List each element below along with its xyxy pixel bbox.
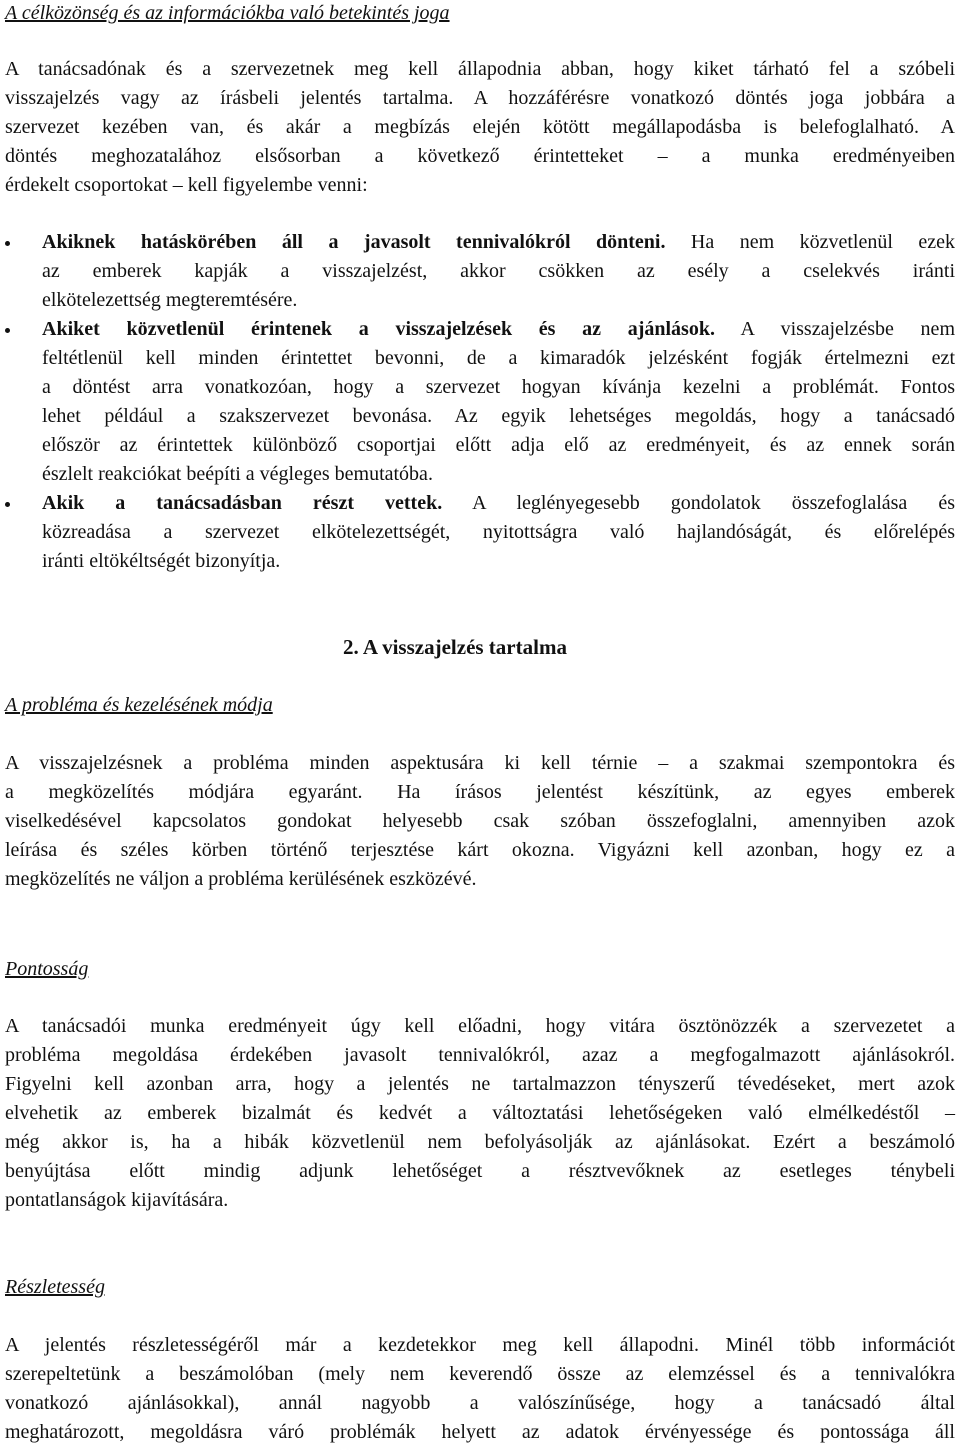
- text-line: elvehetik az emberek bizalmát és kedvét a változtatási lehetőségeken való elmélkedéstől –: [5, 1102, 955, 1124]
- bullet-icon: [5, 502, 10, 507]
- text-line: elkötelezettség megteremtésére.: [42, 289, 298, 311]
- bullet-bold-text: Akik a tanácsadásban részt vettek.: [42, 492, 443, 514]
- text-line: viselkedésével kapcsolatos gondokat helyesebb csak szóban összefoglalni, amennyiben azok: [5, 810, 955, 832]
- paragraph-audience: [5, 55, 955, 200]
- text-line: meghatározott, megoldásra váró problémák helyett az adatok érvényessége és pontossága áll: [5, 1421, 955, 1443]
- text-line: szerepeltetünk a beszámolóban (mely nem keverendő össze az elemzéssel és a tennivalókra: [5, 1363, 955, 1385]
- text-line: még akkor is, ha a hibák közvetlenül nem befolyásolják az ajánlásokat. Ezért a beszámoló: [5, 1131, 955, 1153]
- text-line: benyújtása előtt mindig adjunk lehetőséget a résztvevőknek az esetleges ténybeli: [5, 1160, 955, 1182]
- text-line: Ha nem közvetlenül ezek: [665, 231, 955, 253]
- text-line: szervezet kezében van, és akár a megbízás elején kötött megállapodásba is belefoglalható. A: [5, 116, 955, 138]
- section-title-feedback-content: 2. A visszajelzés tartalma: [343, 635, 567, 659]
- text-line: A tanácsadónak és a szervezetnek meg kell állapodnia abban, hogy kiket tárható fel a szóbeli: [5, 58, 955, 80]
- text-line: az emberek kapják a visszajelzést, akkor csökken az esély a cselekvés iránti: [42, 260, 955, 282]
- audience-bullet-list: [0, 228, 955, 576]
- bullet-icon: [5, 328, 10, 333]
- subheading-problem: A probléma és kezelésének módja: [5, 694, 273, 716]
- text-line: vonatkozó ajánlásokkal), annál nagyobb a valószínűsége, hogy a tanácsadó által: [5, 1392, 955, 1414]
- text-line: közreadása a szervezet elkötelezettségét, nyitottságra való hajlandóságát, és előrelépés: [42, 521, 955, 543]
- text-line: probléma megoldása érdekében javasolt tennivalókról, azaz a megfogalmazott ajánlásokról.: [5, 1044, 955, 1066]
- text-line: lehet például a szakszervezet bevonása. Az egyik lehetséges megoldás, hogy a tanácsadó: [42, 405, 955, 427]
- text-line: a döntést arra vonatkozóan, hogy a szervezet hogyan kívánja kezelni a problémát. Fontos: [42, 376, 955, 398]
- text-line: feltétlenül kell minden érintettet bevonni, de a kimaradók jelzésként fogják értelmezni ezt: [42, 347, 955, 369]
- text-line: pontatlanságok kijavítására.: [5, 1189, 229, 1211]
- text-line: iránti eltökéltségét bizonyítja.: [42, 550, 281, 572]
- list-item: [0, 315, 955, 489]
- text-line: először az érintettek különböző csoportjai előtt adja elő az eredményeit, és az ennek során: [42, 434, 955, 456]
- section-heading-audience: A célközönség és az információkba való betekintés joga: [5, 2, 450, 24]
- paragraph-problem: [5, 749, 955, 894]
- list-item: [0, 228, 955, 315]
- text-line: A visszajelzésbe nem: [714, 318, 955, 340]
- text-line: Figyelni kell azonban arra, hogy a jelentés ne tartalmazzon tényszerű tévedéseket, mert azok: [5, 1073, 955, 1095]
- bullet-icon: [5, 241, 10, 246]
- text-line: A tanácsadói munka eredményeit úgy kell előadni, hogy vitára ösztönözzék a szervezetet a: [5, 1015, 955, 1037]
- subheading-detail: Részletesség: [5, 1276, 105, 1298]
- text-line: A visszajelzésnek a probléma minden aspektusára ki kell térnie – a szakmai szempontokra és: [5, 752, 955, 774]
- text-line: a megközelítés módjára egyaránt. Ha írásos jelentést készítünk, az egyes emberek: [5, 781, 955, 803]
- bullet-bold-text: Akiknek hatáskörében áll a javasolt tennivalókról dönteni.: [42, 231, 666, 253]
- text-line: A jelentés részletességéről már a kezdetekkor meg kell állapodni. Minél több információt: [5, 1334, 955, 1356]
- subheading-accuracy: Pontosság: [5, 958, 89, 980]
- paragraph-accuracy: [5, 1012, 955, 1215]
- text-line: megközelítés ne váljon a probléma kerülésének eszközévé.: [5, 868, 477, 890]
- text-line: leírása és széles körben történő terjesztése kárt okozna. Vigyázni kell azonban, hogy ez a: [5, 839, 955, 861]
- text-line: érdekelt csoportokat – kell figyelembe venni:: [5, 174, 368, 196]
- text-line: visszajelzés vagy az írásbeli jelentés tartalma. A hozzáférésre vonatkozó döntés joga jobbára a: [5, 87, 955, 109]
- text-line: A leglényegesebb gondolatok összefoglalása és: [442, 492, 955, 514]
- text-line: észlelt reakciókat beépíti a végleges bemutatóba.: [42, 463, 433, 485]
- list-item: [0, 489, 955, 576]
- bullet-bold-text: Akiket közvetlenül érintenek a visszajelzések és az ajánlások.: [42, 318, 715, 340]
- text-line: döntés meghozatalához elsősorban a következő érintetteket – a munka eredményeiben: [5, 145, 955, 167]
- paragraph-detail: [5, 1331, 955, 1447]
